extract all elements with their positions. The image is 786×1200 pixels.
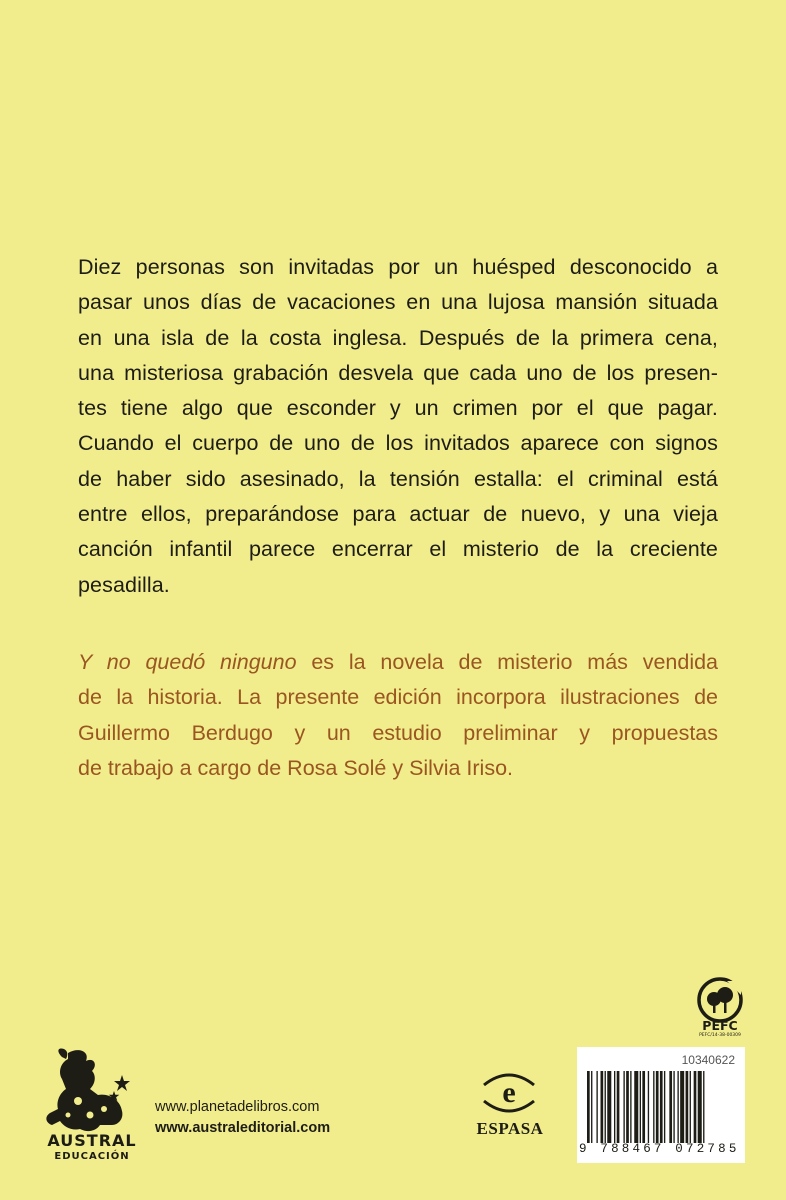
- internal-code: 10340622: [681, 1053, 735, 1067]
- barcode-bar: [596, 1071, 597, 1143]
- publisher-websites: [155, 1097, 330, 1139]
- barcode-bar: [617, 1071, 620, 1143]
- barcode-bar: [605, 1071, 606, 1143]
- about-line: Guillermo Berdugo y un estudio preliminar y propuestas: [78, 720, 718, 745]
- barcode-bar: [698, 1071, 702, 1143]
- austral-imprint-subtitle: EDUCACIÓN: [54, 1151, 130, 1162]
- synopsis-line: pasar unos días de vacaciones en una lujosa mansión situada: [78, 290, 718, 315]
- barcode-bar: [601, 1071, 604, 1143]
- pefc-label: PEFC: [702, 1018, 738, 1033]
- barcode-bar: [653, 1071, 654, 1143]
- synopsis-line: canción infantil parece encerrar el misterio de la creciente: [78, 537, 718, 562]
- barcode-bar: [623, 1071, 624, 1143]
- isbn-digits: 9 788467 072785: [579, 1142, 740, 1156]
- book-title: Y no quedó ninguno: [78, 650, 297, 674]
- barcode-bar: [686, 1071, 689, 1143]
- barcode-bar: [656, 1071, 659, 1143]
- pefc-code: PEFC/14-38-00309: [699, 1033, 741, 1038]
- espasa-logo-icon: [478, 1067, 540, 1119]
- espasa-logo-letter: e: [502, 1076, 516, 1109]
- barcode-bar: [614, 1071, 615, 1143]
- barcode-bar: [680, 1071, 684, 1143]
- isbn-barcode: [577, 1047, 745, 1163]
- barcode-bar: [690, 1071, 691, 1143]
- synopsis-line: en una isla de la costa inglesa. Después de la primera cena,: [78, 325, 718, 350]
- about-line-text: es la novela de misterio más vendida: [296, 650, 719, 674]
- barcode-bar: [648, 1071, 649, 1143]
- barcode-bar: [640, 1071, 641, 1143]
- about-line: [78, 645, 718, 680]
- synopsis-line: pesadilla.: [78, 572, 170, 597]
- barcode-bar: [587, 1071, 590, 1143]
- barcode-bar: [630, 1071, 631, 1143]
- austral-imprint-name: AUSTRAL: [47, 1131, 137, 1150]
- synopsis-line: una misteriosa grabación desvela que cada uno de los presen-: [78, 360, 718, 385]
- barcode-bar: [642, 1071, 645, 1143]
- barcode-bar: [591, 1071, 592, 1143]
- barcode-bar: [607, 1071, 611, 1143]
- barcode-bar: [703, 1071, 704, 1143]
- pefc-tree-icon: [697, 977, 743, 1023]
- synopsis-line: Diez personas son invitadas por un huésped desconocido a: [78, 255, 718, 279]
- barcode-bar: [634, 1071, 638, 1143]
- barcode-bar: [677, 1071, 678, 1143]
- barcode-bar: [694, 1071, 697, 1143]
- about-edition-paragraph: [78, 645, 718, 786]
- barcode-bar: [673, 1071, 674, 1143]
- synopsis-line: de haber sido asesinado, la tensión estalla: el criminal está: [78, 466, 718, 491]
- about-line: de trabajo a cargo de Rosa Solé y Silvia Iriso.: [78, 755, 514, 780]
- espasa-publisher-name: ESPASA: [476, 1119, 544, 1138]
- synopsis-line: entre ellos, preparándose para actuar de nuevo, y una vieja: [78, 502, 718, 527]
- barcode-bar: [660, 1071, 663, 1143]
- synopsis-paragraph: [78, 250, 718, 603]
- website-australeditorial[interactable]: www.australeditorial.com: [155, 1120, 331, 1136]
- website-planetadelibros[interactable]: www.planetadelibros.com: [155, 1099, 320, 1115]
- about-line: de la historia. La presente edición incorpora ilustraciones de: [78, 685, 718, 710]
- barcode-bar: [664, 1071, 665, 1143]
- barcode-bar: [626, 1071, 629, 1143]
- synopsis-line: Cuando el cuerpo de uno de los invitados aparece con signos: [78, 431, 718, 456]
- synopsis-line: tes tiene algo que esconder y un crimen por el que pagar.: [78, 396, 718, 421]
- barcode-bars: [587, 1071, 737, 1143]
- barcode-bar: [669, 1071, 672, 1143]
